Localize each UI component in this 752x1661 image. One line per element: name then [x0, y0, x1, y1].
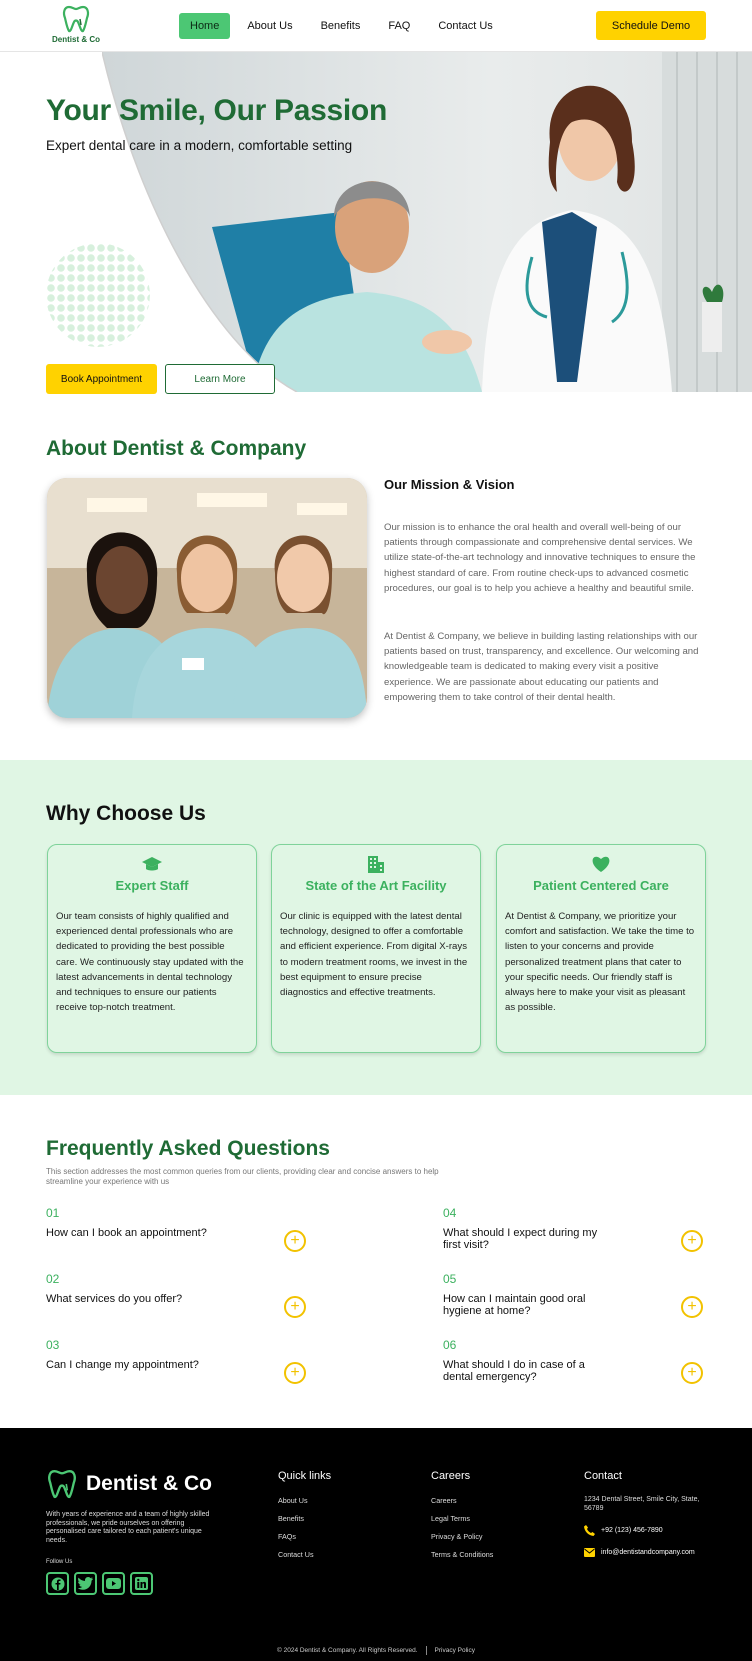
about-title: About Dentist & Company — [46, 437, 307, 460]
faq-question: What should I do in case of a dental emergency? — [443, 1359, 585, 1383]
linkedin-icon[interactable] — [130, 1572, 153, 1595]
footer-link-terms[interactable]: Terms & Conditions — [431, 1550, 494, 1559]
faq-number: 01 — [46, 1206, 60, 1220]
building-icon — [367, 855, 385, 873]
footer-about: With years of experience and a team of highly skilled professionals, we pride ourselves on offering personalised care tailored to each patient's unique needs. — [46, 1511, 210, 1544]
site-footer — [0, 1428, 752, 1661]
footer-link-privacy[interactable]: Privacy & Policy — [431, 1532, 483, 1541]
nav-about-us[interactable]: About Us — [247, 20, 293, 32]
contact-column — [584, 1470, 704, 1557]
plus-icon[interactable]: + — [681, 1296, 703, 1318]
faq-item[interactable] — [46, 1272, 306, 1315]
footer-link-about[interactable]: About Us — [278, 1496, 308, 1505]
plus-icon[interactable]: + — [284, 1362, 306, 1384]
nav-home[interactable]: Home — [179, 13, 230, 39]
careers-title: Careers — [431, 1470, 471, 1482]
faq-section — [0, 1095, 752, 1428]
hero-title: Your Smile, Our Passion — [46, 94, 387, 127]
quick-links-column — [278, 1470, 331, 1568]
logo[interactable] — [46, 4, 106, 44]
why-title: Why Choose Us — [46, 802, 206, 825]
card-patient-care — [496, 844, 706, 1053]
contact-title: Contact — [584, 1470, 622, 1482]
about-section — [0, 392, 752, 760]
phone-line[interactable] — [584, 1525, 704, 1536]
faq-question: Can I change my appointment? — [46, 1359, 199, 1371]
why-choose-us-section — [0, 760, 752, 1095]
careers-column — [431, 1470, 493, 1568]
learn-more-button[interactable]: Learn More — [165, 364, 275, 394]
card-title: Patient Centered Care — [533, 878, 669, 893]
faq-item[interactable] — [46, 1206, 306, 1249]
site-header — [0, 0, 752, 52]
faq-number: 03 — [46, 1338, 60, 1352]
nav-contact-us[interactable]: Contact Us — [438, 20, 493, 32]
faq-description: This section addresses the most common queries from our clients, providing clear and concise answers to help streamline your experience with us — [46, 1167, 439, 1186]
logo-text: Dentist & Co — [52, 35, 100, 44]
faq-item[interactable] — [443, 1206, 703, 1251]
card-title: State of the Art Facility — [305, 878, 447, 893]
faq-question: What should I expect during my first visit? — [443, 1227, 598, 1251]
youtube-icon[interactable] — [102, 1572, 125, 1595]
phone-number: +92 (123) 456-7890 — [601, 1527, 663, 1534]
follow-us-label: Follow Us — [46, 1559, 73, 1565]
graduation-cap-icon — [142, 855, 162, 873]
footer-logo[interactable] — [46, 1468, 212, 1500]
team-photo — [47, 478, 367, 718]
faq-item[interactable] — [443, 1272, 703, 1317]
card-expert-staff — [47, 844, 257, 1053]
mission-paragraph-2: At Dentist & Company, we believe in building lasting relationships with our patients based on trust, transparency, and excellence. Our welcoming and knowledgeable team is dedicated to making every visit a positive experience. We are passionate about educating our patients and empowering them to take control of their dental health. — [384, 631, 699, 703]
mail-icon — [584, 1548, 595, 1557]
email-address: info@dentistandcompany.com — [601, 1549, 695, 1556]
tooth-logo-icon — [61, 4, 91, 34]
plus-icon[interactable]: + — [284, 1230, 306, 1252]
footer-link-benefits[interactable]: Benefits — [278, 1514, 304, 1523]
decorative-dots — [46, 243, 150, 347]
copyright: © 2024 Dentist & Company. All Rights Reserved. — [277, 1647, 418, 1655]
plus-icon[interactable]: + — [681, 1230, 703, 1252]
divider — [426, 1646, 427, 1655]
faq-number: 06 — [443, 1338, 457, 1352]
card-text: Our team consists of highly qualified and experienced dental professionals who are dedicated to providing the best possible care. We continuously stay updated with the latest advancements in dental technology and techniques to ensure our patients receive top-notch treatment. — [56, 911, 244, 1014]
footer-brand: Dentist & Co — [86, 1472, 212, 1495]
heart-icon — [591, 855, 611, 873]
plus-icon[interactable]: + — [284, 1296, 306, 1318]
faq-question: How can I maintain good oral hygiene at home? — [443, 1293, 586, 1317]
card-title: Expert Staff — [115, 878, 189, 893]
address: 1234 Dental Street, Smile City, State, 56789 — [584, 1496, 700, 1512]
footer-link-legal[interactable]: Legal Terms — [431, 1514, 471, 1523]
social-links — [46, 1572, 153, 1595]
footer-link-faqs[interactable]: FAQs — [278, 1532, 296, 1541]
footer-bottom — [0, 1646, 752, 1655]
main-nav — [179, 13, 510, 39]
phone-icon — [584, 1525, 595, 1536]
hero-section — [0, 52, 752, 392]
mission-paragraph-1: Our mission is to enhance the oral health and overall well-being of our patients through compassionate and comprehensive dental services. We utilize state-of-the-art technology and innovative techniques to ensure the highest standard of care. From routine check-ups to advanced cosmetic procedures, our goal is to help you achieve a healthy and beautiful smile. — [384, 522, 696, 594]
footer-link-careers[interactable]: Careers — [431, 1496, 457, 1505]
twitter-icon[interactable] — [74, 1572, 97, 1595]
plus-icon[interactable]: + — [681, 1362, 703, 1384]
nav-faq[interactable]: FAQ — [388, 20, 411, 32]
hero-subtitle: Expert dental care in a modern, comfortable setting — [46, 138, 353, 153]
faq-question: How can I book an appointment? — [46, 1227, 207, 1239]
nav-benefits[interactable]: Benefits — [320, 20, 361, 32]
footer-link-contact[interactable]: Contact Us — [278, 1550, 314, 1559]
card-facility — [271, 844, 481, 1053]
faq-item[interactable] — [46, 1338, 306, 1381]
faq-number: 05 — [443, 1272, 457, 1286]
faq-title: Frequently Asked Questions — [46, 1137, 330, 1160]
quick-links-title: Quick links — [278, 1470, 332, 1482]
faq-question: What services do you offer? — [46, 1293, 183, 1305]
faq-item[interactable] — [443, 1338, 703, 1383]
tooth-logo-icon — [46, 1468, 78, 1500]
book-appointment-button[interactable]: Book Appointment — [46, 364, 157, 394]
email-line[interactable] — [584, 1548, 704, 1557]
faq-number: 04 — [443, 1206, 457, 1220]
facebook-icon[interactable] — [46, 1572, 69, 1595]
card-text: At Dentist & Company, we prioritize your comfort and satisfaction. We take the time to listen to your concerns and provide personalized treatment plans that cater to your specific needs. Our friendly staff is always here to make your visit as pleasant as possible. — [505, 911, 695, 1014]
mission-heading: Our Mission & Vision — [384, 477, 515, 492]
schedule-demo-button[interactable]: Schedule Demo — [596, 11, 706, 40]
faq-number: 02 — [46, 1272, 60, 1286]
privacy-policy-link[interactable]: Privacy Policy — [434, 1647, 475, 1655]
card-text: Our clinic is equipped with the latest dental technology, designed to offer a comfortable and efficient experience. From digital X-rays to modern treatment rooms, we invest in the best equipment to ensure precise diagnostics and effective treatments. — [280, 911, 468, 999]
